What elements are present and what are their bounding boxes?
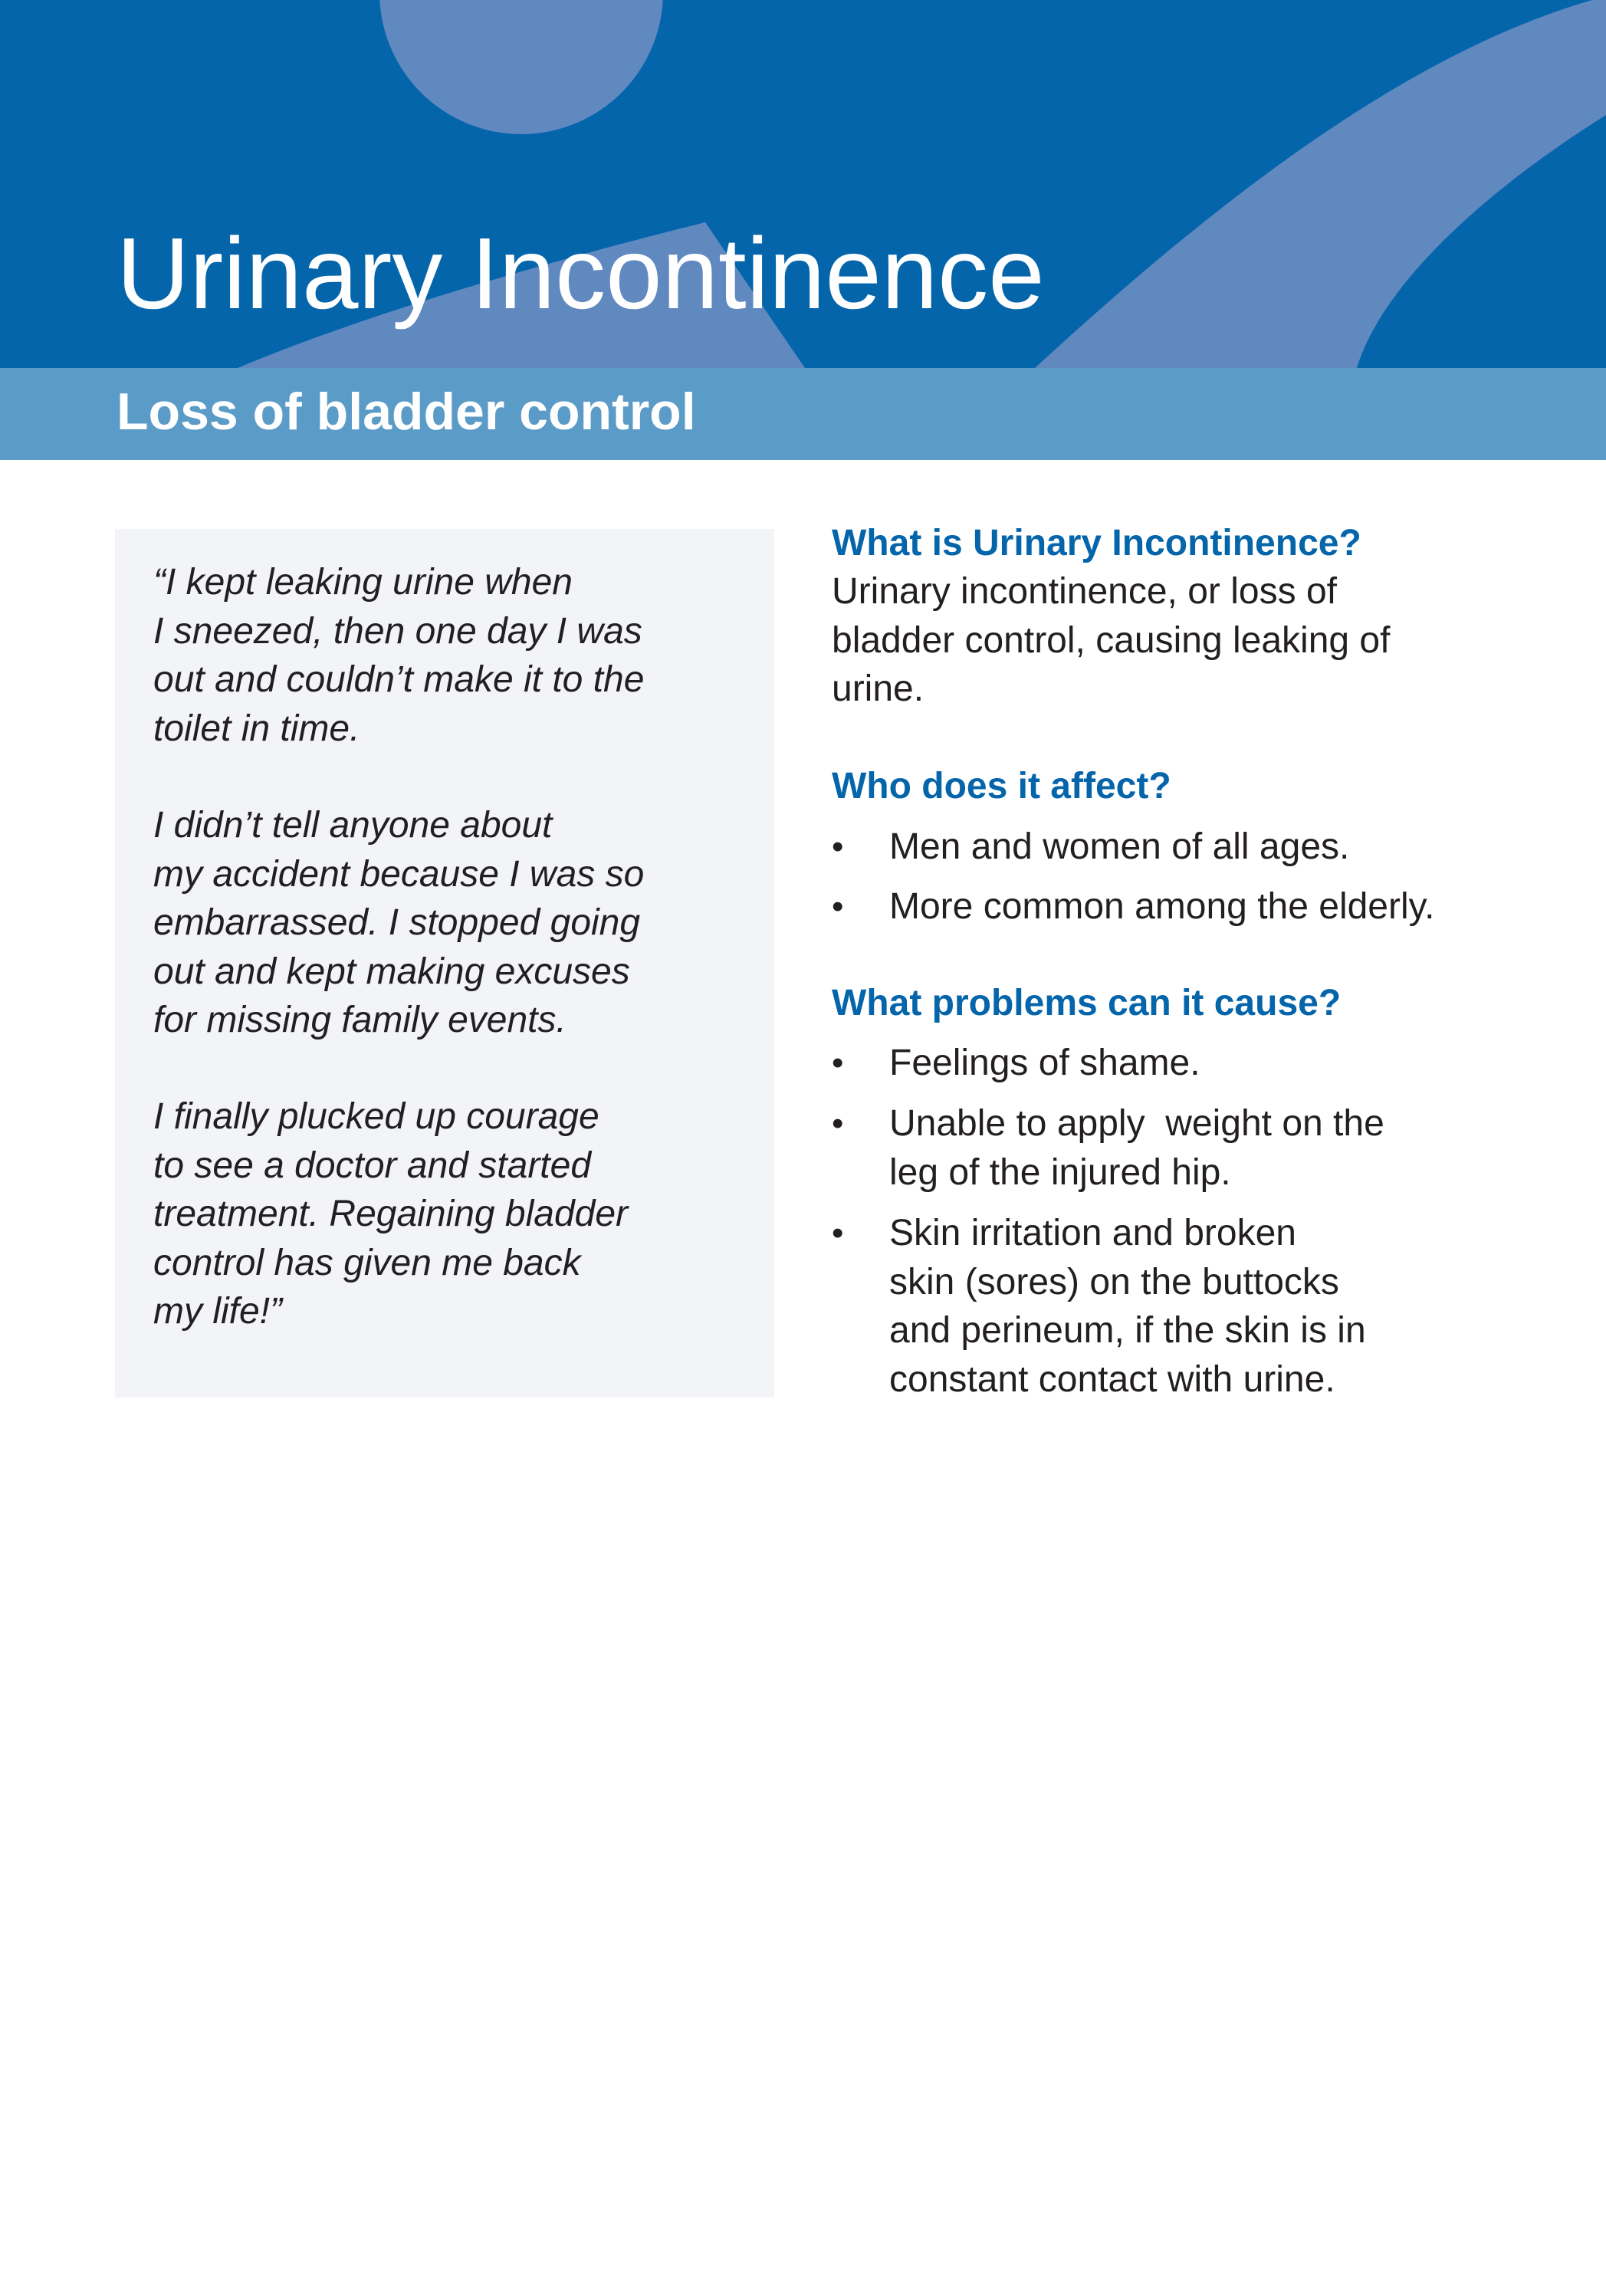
section-heading-what: What is Urinary Incontinence?	[832, 523, 1361, 563]
bullet-icon: •	[832, 888, 844, 925]
quote-line: “I kept leaking urine when	[153, 562, 573, 603]
bullet-text: More common among the elderly.	[889, 886, 1435, 927]
quote-line: to see a doctor and started	[153, 1145, 592, 1186]
bullet-icon: •	[832, 1105, 844, 1142]
quote-line: toilet in time.	[153, 708, 360, 749]
page-title: Urinary Incontinence	[117, 217, 1045, 330]
testimonial-box	[115, 529, 774, 1398]
section-heading-problems: What problems can it cause?	[832, 983, 1342, 1023]
body-line: bladder control, causing leaking of	[832, 619, 1391, 661]
section-heading-who: Who does it affect?	[832, 766, 1171, 806]
quote-line: out and couldn’t make it to the	[153, 659, 645, 700]
quote-line: my accident because I was so	[153, 853, 645, 895]
quote-line: out and kept making excuses	[153, 951, 630, 992]
page-subtitle: Loss of bladder control	[117, 383, 696, 441]
quote-line: I finally plucked up courage	[153, 1096, 599, 1137]
quote-line: control has given me back	[153, 1242, 581, 1283]
body-line: Urinary incontinence, or loss of	[832, 571, 1337, 612]
quote-line: my life!”	[153, 1291, 282, 1332]
header-banner	[0, 0, 1606, 368]
bullet-icon: •	[832, 1214, 844, 1252]
testimonial-paragraph-1	[153, 558, 759, 753]
bullet-icon: •	[832, 828, 844, 866]
bullet-text: Skin irritation and broken skin (sores) on the buttocks and perineum, if the skin is in constant contact with urine.	[889, 1213, 1366, 1400]
quote-line: I didn’t tell anyone about	[153, 805, 553, 846]
quote-line: embarrassed. I stopped going	[153, 902, 641, 943]
bullet-text: Unable to apply weight on the leg of the injured hip.	[889, 1103, 1384, 1193]
quote-line: I sneezed, then one day I was	[153, 610, 642, 652]
body-line: urine.	[832, 668, 925, 709]
testimonial-paragraph-2	[153, 801, 759, 1045]
bullet-text: Men and women of all ages.	[889, 826, 1350, 867]
bullet-icon: •	[832, 1044, 844, 1082]
bullet-text: Feelings of shame.	[889, 1043, 1200, 1083]
testimonial-paragraph-3	[153, 1092, 759, 1336]
quote-line: for missing family events.	[153, 1000, 567, 1040]
quote-line: treatment. Regaining bladder	[153, 1194, 629, 1234]
section-body-what	[832, 567, 1522, 714]
decor-swoosh	[1035, 0, 1606, 368]
subtitle-band	[0, 368, 1606, 460]
decor-circle	[379, 0, 663, 134]
